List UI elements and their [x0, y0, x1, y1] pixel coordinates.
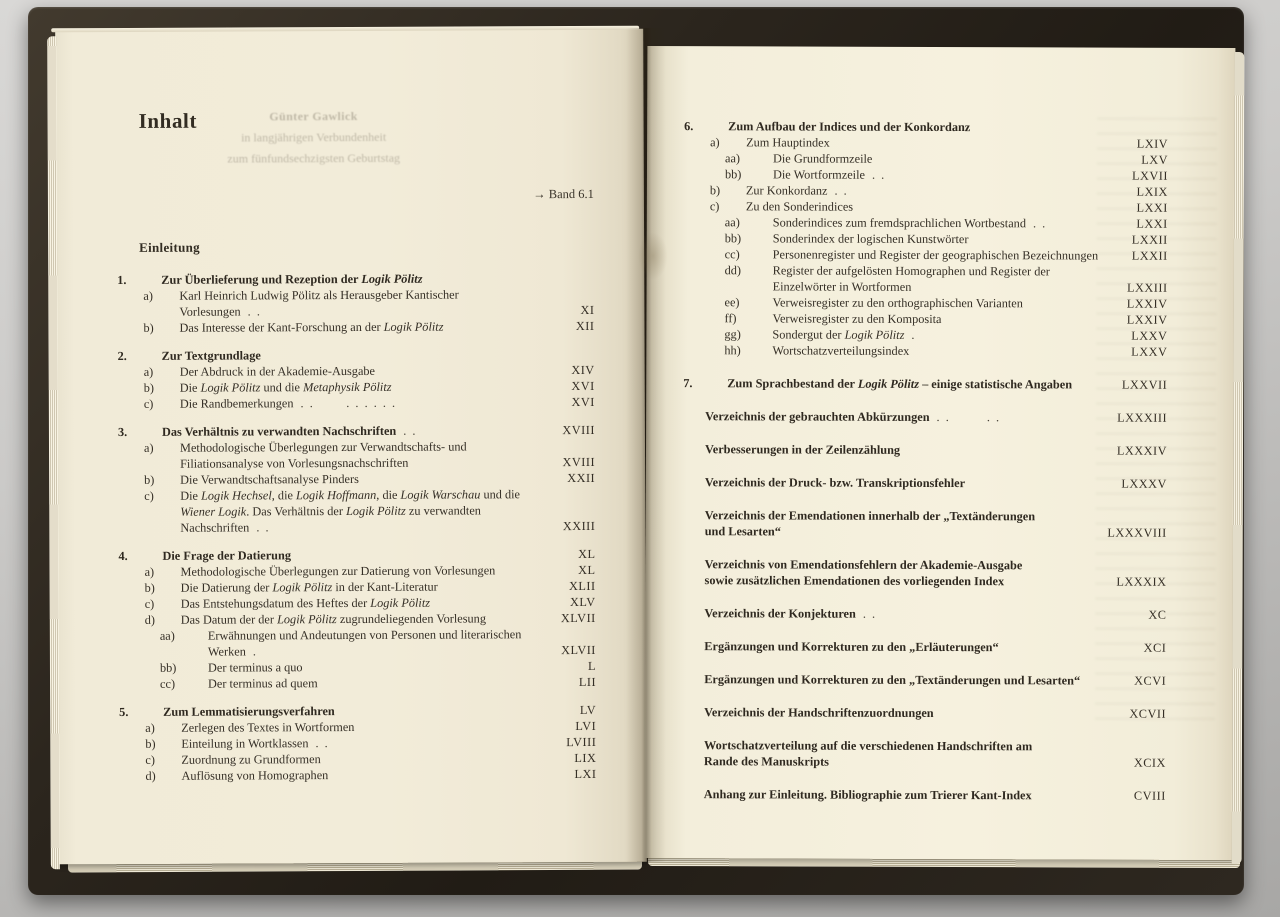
toc-entry [141, 578, 596, 596]
toc-entry-label: 5. [119, 704, 129, 720]
toc-entry [704, 737, 1166, 771]
toc-page-number: XC [1148, 607, 1167, 622]
toc-entry [141, 610, 596, 628]
toc-text: Die Frage der Datierung [162, 548, 292, 563]
toc-text: Verzeichnis der gebrauchten Abkürzungen [705, 409, 930, 424]
toc-text: , die [376, 487, 401, 502]
toc-text: Verzeichnis der Handschriftenzuordnungen [704, 705, 934, 720]
toc-page-number: LXXIV [1126, 312, 1168, 327]
toc-entry-label: 6. [684, 119, 694, 134]
toc-entry-label: ff) [724, 311, 737, 326]
toc-page-number: XII [575, 318, 595, 334]
toc-entry-label: aa) [724, 215, 740, 230]
toc-text: Einzelwörter in Wortformen [772, 279, 912, 294]
toc-entry-text [141, 610, 551, 628]
toc-entry [141, 626, 596, 660]
toc-page-number: XXIII [562, 518, 596, 534]
toc-entry [141, 734, 596, 752]
toc-text: Vorlesungen [179, 304, 241, 319]
toc-text: Zur Überlieferung und Rezeption der [161, 271, 362, 287]
toc-page-number: XI [580, 302, 595, 317]
toc-text: Das Verhältnis zu verwandten Nachschriften [161, 423, 397, 439]
toc-page-number: XLVII [560, 610, 596, 626]
toc-page-number: CVIII [1133, 788, 1166, 803]
toc-entry [117, 270, 594, 288]
toc-entry-label: a) [143, 364, 154, 379]
toc-entry-label: c) [144, 488, 154, 503]
toc-text: Die Randbemerkungen [179, 396, 294, 411]
toc-entry-label: b) [144, 472, 155, 487]
toc-page-number: LII [578, 674, 597, 690]
toc-entry-label: 7. [683, 376, 693, 391]
toc-text: Anhang zur Einleitung. Bibliographie zum Trierer Kant-Index [703, 787, 1032, 803]
toc-entry [704, 605, 1166, 623]
show-through-line: in langjährigen Verbundenheit [241, 129, 387, 145]
toc-entry [139, 286, 594, 320]
toc-entry-list [117, 270, 597, 784]
toc-text: Verweisregister zu den Komposita [772, 311, 942, 327]
toc-page-number: XVIII [562, 454, 596, 470]
toc-text-italic: Metaphysik Pölitz [303, 379, 392, 395]
show-through-line: zum fünfundsechzigsten Geburtstag [227, 150, 401, 166]
toc-entry [141, 658, 596, 676]
toc-page-number: XLV [569, 594, 596, 610]
toc-page-number: LXIV [1136, 136, 1169, 151]
page-title: Inhalt [138, 108, 198, 133]
leader-dots: . . [256, 520, 271, 535]
toc-entry [141, 750, 596, 768]
toc-entry-text [140, 378, 562, 396]
left-page [55, 29, 647, 865]
toc-page-number: XL [578, 546, 596, 562]
toc-page-number: LVI [575, 718, 597, 734]
toc-text: Zuordnung zu Grundformen [181, 752, 321, 767]
leader-dots: . . [862, 606, 877, 621]
toc-text: zu verwandten [405, 503, 481, 518]
toc-entry [117, 346, 595, 364]
toc-entry [706, 150, 1168, 168]
toc-text: Erwähnungen und Andeutungen von Personen und literarischen [207, 627, 522, 643]
toc-text: Verzeichnis von Emendationsfehlern der Akademie-Ausgabe [704, 557, 1023, 573]
toc-entry-text [706, 134, 1127, 151]
toc-entry-text [119, 702, 570, 720]
toc-right-column [683, 118, 1169, 804]
toc-entry-text [704, 786, 1124, 803]
toc-entry [704, 704, 1166, 722]
toc-text: Die Grundformzeile [773, 151, 873, 166]
toc-page-number: LXVII [1131, 168, 1168, 183]
toc-entry-text [706, 262, 1118, 295]
toc-entry-text [704, 737, 1124, 770]
toc-entry-text [706, 182, 1127, 199]
toc-text: Methodologische Überlegungen zur Verwandtschafts- und [179, 439, 467, 455]
toc-text: Personenregister und Register der geographischen Bezeichnungen [772, 247, 1099, 263]
toc-text: Zum Sprachbestand der [727, 376, 858, 391]
toc-page-number: XVI [571, 394, 595, 410]
toc-page-number: LXXXIX [1116, 574, 1167, 589]
toc-text-italic: Logik Pölitz [361, 271, 423, 286]
toc-text: Wortschatzverteilung auf die verschiedenen Handschriften am [703, 738, 1033, 754]
toc-entry-label: b) [143, 320, 154, 335]
leader-dots: . . [871, 167, 886, 182]
toc-page-number: LXXXIV [1116, 443, 1168, 458]
toc-text: Methodologische Überlegungen zur Datierung von Vorlesungen [180, 563, 496, 579]
toc-entry-text [140, 438, 553, 472]
toc-entry [141, 562, 596, 580]
toc-entry-label: aa) [159, 628, 175, 643]
section-heading: Einleitung [139, 239, 200, 255]
toc-text: Verzeichnis der Konjekturen [704, 606, 856, 621]
toc-text: Zum Aufbau der Indices und der Konkordanz [728, 119, 971, 135]
toc-text: Werken [207, 644, 246, 659]
toc-text: und die [480, 487, 521, 502]
toc-page-number: LXXI [1136, 200, 1168, 215]
toc-text: zugrundeliegenden Vorlesung [336, 611, 486, 627]
toc-entry-text [117, 270, 584, 288]
toc-entry-text [704, 704, 1119, 721]
toc-text: Verbesserungen in der Zeilenzählung [704, 442, 901, 457]
toc-entry-text [139, 318, 565, 336]
toc-entry-text [706, 246, 1122, 263]
toc-text-italic: Logik Pölitz [346, 503, 406, 519]
leader-dots: . . [1032, 216, 1047, 231]
toc-page-number: LXXI [1136, 216, 1168, 231]
toc-page-number: XCIX [1133, 755, 1166, 770]
toc-entry [683, 375, 1168, 393]
toc-entry [706, 262, 1168, 296]
toc-entry-text [141, 626, 551, 660]
toc-entry [705, 441, 1167, 459]
toc-entry [140, 470, 595, 488]
toc-page-number: LXXXVIII [1107, 525, 1167, 540]
toc-entry [706, 198, 1168, 216]
toc-entry-label: a) [144, 564, 155, 579]
show-through-line: Günter Gawlick [269, 108, 358, 124]
leader-dots: . . [315, 736, 330, 751]
toc-text: Ergänzungen und Korrekturen zu den „Erläuterungen“ [704, 639, 999, 655]
toc-entry-text [117, 422, 553, 440]
toc-entry-text [706, 230, 1122, 247]
toc-entry [704, 786, 1166, 804]
toc-entry-label: b) [145, 736, 156, 751]
toc-entry-label: c) [145, 752, 155, 767]
toc-text: Ergänzungen und Korrekturen zu den „Textänderungen und Lesarten“ [704, 672, 1081, 688]
toc-entry [705, 342, 1167, 360]
toc-entry-text [705, 441, 1107, 458]
toc-page-number: LXXV [1131, 344, 1168, 359]
toc-text: Die [179, 380, 201, 395]
toc-page-number: LIX [574, 750, 597, 766]
toc-entry [117, 422, 595, 440]
toc-entry-label: a) [143, 440, 154, 455]
toc-text: in der Kant-Literatur [332, 579, 438, 595]
toc-page-number: LXXII [1131, 248, 1168, 263]
toc-entry [139, 318, 594, 336]
toc-page-number: LXXV [1131, 328, 1168, 343]
toc-text: . Das Verhältnis der [246, 504, 347, 519]
toc-page-number: XLVII [561, 642, 596, 658]
toc-entry [118, 546, 596, 564]
right-page [645, 46, 1236, 860]
toc-text: Verzeichnis der Emendationen innerhalb der „Textänderungen [704, 508, 1036, 524]
toc-text: Filiationsanalyse von Vorlesungsnachschriften [180, 455, 409, 471]
toc-entry-label: b) [709, 183, 721, 198]
toc-entry-label: a) [143, 288, 153, 303]
toc-entry-label: gg) [724, 327, 741, 342]
toc-page-number: L [587, 658, 596, 673]
toc-page-number: LXXXV [1121, 476, 1167, 491]
toc-entry [140, 486, 595, 536]
toc-entry-label: a) [145, 720, 155, 735]
toc-entry [705, 326, 1167, 344]
toc-text: , die [271, 488, 297, 503]
toc-entry-text [141, 750, 564, 768]
toc-entry-label: 2. [117, 348, 127, 364]
toc-entry-label: bb) [724, 167, 742, 182]
toc-text: Das Entstehungsdatum des Heftes der [180, 595, 371, 611]
toc-entry-label: c) [144, 596, 155, 611]
leader-dots: . [252, 644, 258, 659]
toc-text-italic: Logik Hoffmann [295, 487, 377, 503]
toc-entry [704, 638, 1166, 656]
toc-text: Die Verwandtschaftsanalyse Pinders [180, 471, 359, 487]
toc-text: Die Wortformzeile [772, 167, 865, 182]
toc-text: Sonderindices zum fremdsprachlichen Wortbestand [772, 215, 1027, 231]
toc-entry [706, 214, 1168, 232]
band-reference: → Band 6.1 [533, 186, 594, 202]
toc-text: Zur Konkordanz [745, 183, 828, 198]
toc-text: Zum Lemmatisierungsverfahren [163, 704, 335, 719]
toc-entry-text [706, 166, 1122, 183]
toc-entry-text [683, 375, 1112, 392]
toc-page-number: LXXIII [1126, 280, 1168, 295]
toc-entry-text [139, 286, 570, 320]
toc-entry-label: b) [143, 380, 155, 395]
toc-entry-text [140, 470, 557, 488]
toc-entry-label: aa) [725, 151, 741, 166]
toc-text: Wortschatzverteilungsindex [772, 343, 910, 358]
toc-entry-label: 3. [117, 424, 128, 440]
toc-entry-text [118, 546, 568, 564]
toc-page-number: XCVI [1134, 673, 1167, 688]
toc-entry-text [141, 674, 569, 692]
toc-entry-text [684, 118, 1158, 136]
toc-text: und Lesarten“ [704, 524, 781, 539]
toc-text: Einteilung in Wortklassen [181, 736, 309, 751]
toc-text-italic: Logik Pölitz [844, 327, 905, 342]
toc-entry-label: bb) [724, 231, 742, 246]
toc-entry [141, 718, 596, 736]
toc-entry-text [705, 342, 1121, 359]
toc-entry [140, 362, 595, 380]
toc-page-number: XXII [567, 470, 596, 486]
toc-entry-label: a) [710, 135, 720, 150]
toc-entry-text [705, 408, 1107, 425]
toc-text: Die Datierung der [180, 580, 273, 595]
toc-page-number: LV [579, 702, 597, 718]
toc-entry-list [683, 118, 1169, 804]
toc-page-number: XVIII [562, 422, 595, 438]
toc-entry-text [141, 594, 560, 612]
toc-entry-text [140, 486, 553, 536]
leader-dots: . . . . . . . . [300, 395, 397, 411]
toc-text: und die [260, 380, 304, 395]
toc-entry [140, 394, 595, 412]
toc-entry-label: ee) [724, 295, 740, 310]
toc-entry-text [705, 310, 1116, 327]
toc-entry-text [704, 638, 1133, 655]
toc-text: Verweisregister zu den orthographischen Varianten [772, 295, 1023, 311]
toc-entry [705, 310, 1167, 328]
toc-text: Verzeichnis der Druck- bzw. Transkriptionsfehler [704, 475, 966, 491]
toc-text: Die [180, 488, 202, 503]
toc-entry-label: c) [709, 199, 720, 214]
toc-entry-text [141, 766, 564, 784]
toc-text: Register der aufgelösten Homographen und Register der [772, 263, 1050, 279]
toc-text-italic: Wiener Logik [180, 504, 247, 519]
toc-entry-text [141, 718, 565, 736]
toc-entry [705, 507, 1167, 541]
toc-page-number: XLII [568, 578, 596, 594]
toc-entry-label: 4. [118, 548, 128, 564]
toc-entry-text [705, 556, 1107, 589]
toc-entry-text [705, 294, 1116, 311]
toc-text: Das Datum der der [180, 612, 278, 627]
toc-entry-text [705, 474, 1112, 491]
toc-page-number: XCVII [1129, 706, 1167, 721]
toc-entry-label: cc) [724, 247, 740, 262]
toc-text: Karl Heinrich Ludwig Pölitz als Herausgeber Kantischer [179, 287, 459, 303]
toc-entry [140, 438, 595, 472]
toc-text: Rande des Manuskripts [703, 754, 829, 769]
toc-text-italic: Logik Pölitz [383, 319, 444, 334]
toc-entry [684, 118, 1168, 136]
toc-entry-label: bb) [159, 660, 177, 675]
toc-entry [141, 594, 596, 612]
toc-entry-label: b) [144, 580, 155, 595]
toc-page-number: XVI [571, 378, 595, 394]
toc-text: Sonderindex der logischen Kunstwörter [772, 231, 969, 247]
toc-text: Der terminus a quo [207, 660, 303, 675]
toc-entry [141, 766, 596, 784]
toc-page-number: LXXIV [1126, 296, 1168, 311]
leader-dots: . [911, 327, 916, 342]
toc-page-number: LXI [574, 766, 597, 782]
toc-entry [705, 556, 1167, 590]
toc-text: Zu den Sonderindices [745, 199, 854, 214]
toc-entry [705, 408, 1167, 426]
toc-page-number: LVIII [566, 734, 597, 750]
toc-entry-text [705, 326, 1121, 343]
leader-dots: . . . . [936, 409, 1001, 425]
toc-text-italic: Logik Warschau [400, 487, 481, 502]
toc-entry [706, 134, 1168, 152]
toc-entry-text [706, 214, 1127, 231]
toc-entry-label: c) [143, 396, 154, 411]
toc-entry-label: d) [144, 612, 156, 627]
toc-page-number: LXXII [1131, 232, 1168, 247]
toc-page-number: LXXVII [1121, 377, 1168, 392]
toc-entry [705, 474, 1167, 492]
toc-page-number: XCI [1143, 640, 1167, 655]
toc-text-italic: Logik Pölitz [272, 580, 333, 595]
toc-text: Zur Textgrundlage [161, 348, 261, 363]
toc-text-italic: Logik Pölitz [277, 612, 337, 627]
toc-page-number: XIV [571, 362, 595, 378]
toc-entry-text [141, 734, 556, 752]
toc-entry [140, 378, 595, 396]
toc-entry [706, 246, 1168, 264]
toc-text-italic: Logik Hechsel [201, 488, 272, 503]
toc-text: sowie zusätzlichen Emendationen des vorliegenden Index [704, 573, 1005, 589]
show-through-dedication [184, 106, 444, 170]
toc-text-italic: Logik Pölitz [370, 595, 431, 610]
toc-entry-text [140, 362, 562, 380]
toc-text-italic: Logik Pölitz [200, 380, 261, 395]
toc-entry-text [141, 578, 559, 596]
toc-entry-text [706, 150, 1131, 167]
toc-text: Nachschriften [180, 520, 250, 535]
toc-entry-text [140, 394, 562, 412]
toc-text: Sondergut der [772, 327, 845, 342]
toc-page-number: XL [578, 562, 596, 578]
toc-entry [141, 674, 596, 692]
toc-entry-text [705, 507, 1098, 540]
leader-dots: . . [403, 423, 418, 438]
toc-entry-label: dd) [724, 263, 742, 278]
toc-page-number: LXXXIII [1117, 410, 1168, 425]
toc-entry-label: cc) [160, 676, 176, 691]
toc-page-number: LXIX [1136, 184, 1168, 199]
toc-entry-text [704, 671, 1124, 688]
leader-dots: . . [247, 304, 262, 319]
toc-entry-text [141, 562, 569, 580]
toc-entry [705, 294, 1167, 312]
toc-page-number: LXV [1141, 152, 1169, 167]
toc-entry-label: d) [145, 768, 156, 783]
toc-entry [119, 702, 597, 720]
toc-text: Auflösung von Homographen [181, 768, 329, 783]
toc-entry-text [117, 346, 585, 364]
toc-text-italic: Logik Pölitz [857, 376, 920, 391]
toc-entry-text [141, 658, 578, 676]
toc-left-column [117, 186, 597, 784]
toc-entry [706, 166, 1168, 184]
toc-text: Zum Hauptindex [746, 135, 830, 150]
toc-entry [704, 671, 1166, 689]
toc-text: – einige statistische Angaben [918, 376, 1073, 392]
toc-text: Der Abdruck in der Akademie-Ausgabe [179, 363, 376, 379]
toc-entry-text [706, 198, 1127, 215]
toc-entry [706, 230, 1168, 248]
toc-text: Das Interesse der Kant-Forschung an der [179, 319, 384, 335]
toc-text: Der terminus ad quem [208, 676, 318, 691]
toc-entry-label: hh) [724, 343, 741, 358]
leader-dots: . . [834, 183, 849, 198]
toc-entry-label: 1. [117, 272, 127, 288]
toc-entry-text [704, 605, 1138, 623]
toc-entry [706, 182, 1168, 200]
toc-text: Zerlegen des Textes in Wortformen [181, 719, 355, 735]
